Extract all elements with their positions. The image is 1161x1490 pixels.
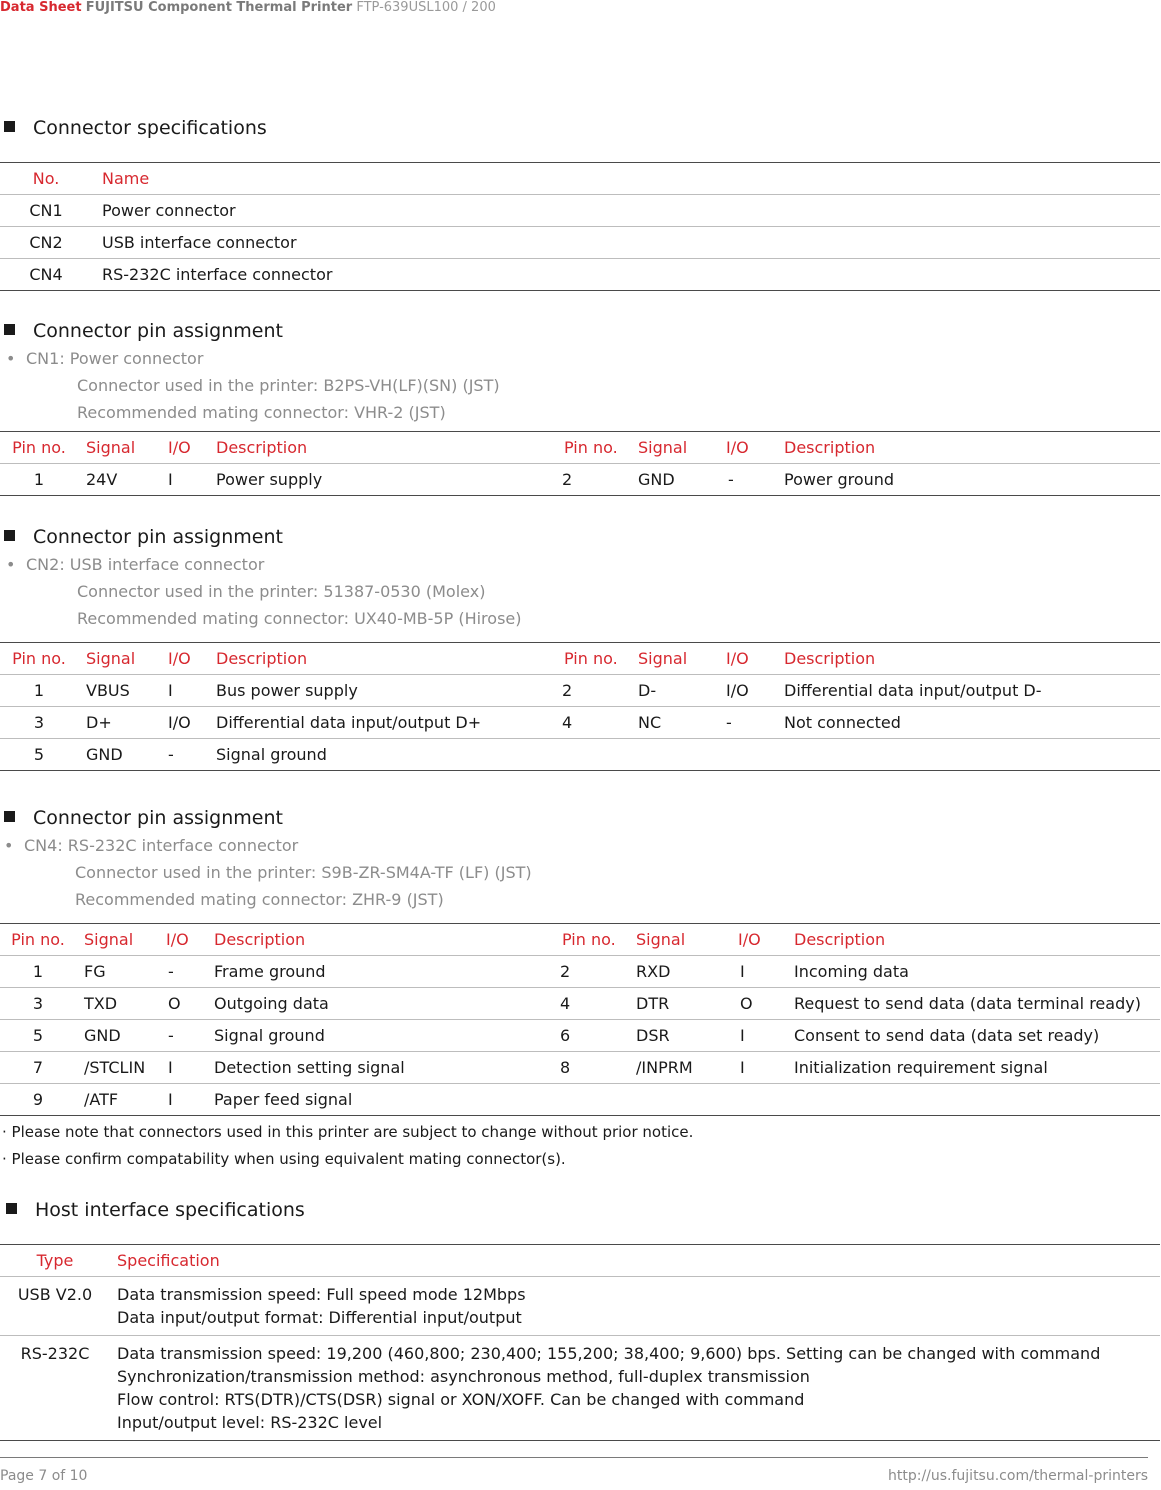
cn4-mating-connector: Recommended mating connector: ZHR-9 (JST) (75, 890, 444, 909)
table-row: 3 TXD O Outgoing data 4 DTR O Request to send data (data terminal ready) (0, 988, 1160, 1020)
section-title-host-interface: Host interface specifications (6, 1199, 305, 1221)
cn2-mating-connector: Recommended mating connector: UX40-MB-5P (Hirose) (77, 609, 522, 628)
header-model: FTP-639USL100 / 200 (356, 0, 496, 15)
spec-line: Data input/output format: Differential input/output (117, 1308, 522, 1327)
note-compatibility: · Please confirm compatability when using equivalent mating connector(s). (2, 1150, 566, 1168)
header-label: Data Sheet (0, 0, 82, 15)
square-bullet-icon (4, 530, 15, 541)
section-title-cn2: Connector pin assignment (4, 526, 283, 548)
table-row: 3 D+ I/O Differential data input/output D+ 4 NC - Not connected (0, 707, 1160, 739)
footer-url-link[interactable]: http://us.fujitsu.com/thermal-printers (887, 1468, 1148, 1484)
section-title-cn4: Connector pin assignment (4, 807, 283, 829)
table-row: 5 GND - Signal ground (0, 739, 1160, 771)
table-row: CN4 RS-232C interface connector (0, 259, 1160, 291)
spec-line: Data transmission speed: 19,200 (460,800; 230,400; 155,200; 38,400; 9,600) bps. Setting can be changed with command (117, 1344, 1101, 1363)
cn1-pin-table (0, 431, 1160, 496)
connector-specs-table (0, 162, 1160, 291)
footer-divider (0, 1457, 1148, 1458)
table-row: 9 /ATF I Paper feed signal (0, 1084, 1160, 1116)
cn1-bullet: • CN1: Power connector (6, 349, 204, 368)
table-row: USB V2.0 Data transmission speed: Full speed mode 12Mbps Data input/output format: Differential input/output (0, 1277, 1160, 1336)
square-bullet-icon (4, 121, 15, 132)
spec-line: Data transmission speed: Full speed mode 12Mbps (117, 1285, 526, 1304)
spec-line: Synchronization/transmission method: asynchronous method, full-duplex transmission (117, 1367, 810, 1386)
section-title-cn1: Connector pin assignment (4, 320, 283, 342)
table-header-row: No. Name (0, 163, 1160, 195)
cn2-pin-table (0, 642, 1160, 771)
footer-page-number: Page 7 of 10 (0, 1468, 88, 1484)
table-header-row: Pin no. Signal I/O Description Pin no. Signal I/O Description (0, 643, 1160, 675)
spec-line: Flow control: RTS(DTR)/CTS(DSR) signal or XON/XOFF. Can be changed with command (117, 1390, 805, 1409)
table-header-row: Pin no. Signal I/O Description Pin no. Signal I/O Description (0, 924, 1160, 956)
cn1-mating-connector: Recommended mating connector: VHR-2 (JST) (77, 403, 446, 422)
table-row: 1 VBUS I Bus power supply 2 D- I/O Differential data input/output D- (0, 675, 1160, 707)
note-connectors-change: · Please note that connectors used in this printer are subject to change without prior notice. (2, 1123, 694, 1141)
cn1-connector-used: Connector used in the printer: B2PS-VH(LF)(SN) (JST) (77, 376, 500, 395)
table-row: RS-232C Data transmission speed: 19,200 (460,800; 230,400; 155,200; 38,400; 9,600) bps. Setting can be changed with command Synchronization/transmission method: asynchronous method, full-duplex transmission Flow control: RTS(DTR)/CTS(DSR) signal or XON/XOFF. Can be changed with command Input/output level: RS-232C level (0, 1336, 1160, 1441)
section-title-connector-specs: Connector specifications (4, 117, 267, 139)
square-bullet-icon (6, 1203, 17, 1214)
host-interface-table (0, 1244, 1160, 1441)
square-bullet-icon (4, 324, 15, 335)
table-header-row: Pin no. Signal I/O Description Pin no. Signal I/O Description (0, 432, 1160, 464)
table-header-row: Type Specification (0, 1245, 1160, 1277)
cn4-bullet: • CN4: RS-232C interface connector (4, 836, 299, 855)
header-product: FUJITSU Component Thermal Printer (85, 0, 353, 15)
page-header (0, 0, 496, 15)
table-row: CN2 USB interface connector (0, 227, 1160, 259)
cn4-pin-table (0, 923, 1160, 1116)
table-row: CN1 Power connector (0, 195, 1160, 227)
square-bullet-icon (4, 811, 15, 822)
table-row: 5 GND - Signal ground 6 DSR I Consent to send data (data set ready) (0, 1020, 1160, 1052)
cn4-connector-used: Connector used in the printer: S9B-ZR-SM4A-TF (LF) (JST) (75, 863, 532, 882)
table-row: 1 FG - Frame ground 2 RXD I Incoming data (0, 956, 1160, 988)
table-row: 7 /STCLIN I Detection setting signal 8 /INPRM I Initialization requirement signal (0, 1052, 1160, 1084)
spec-line: Input/output level: RS-232C level (117, 1413, 383, 1432)
table-row: 1 24V I Power supply 2 GND - Power ground (0, 464, 1160, 496)
cn2-bullet: • CN2: USB interface connector (6, 555, 265, 574)
cn2-connector-used: Connector used in the printer: 51387-0530 (Molex) (77, 582, 486, 601)
